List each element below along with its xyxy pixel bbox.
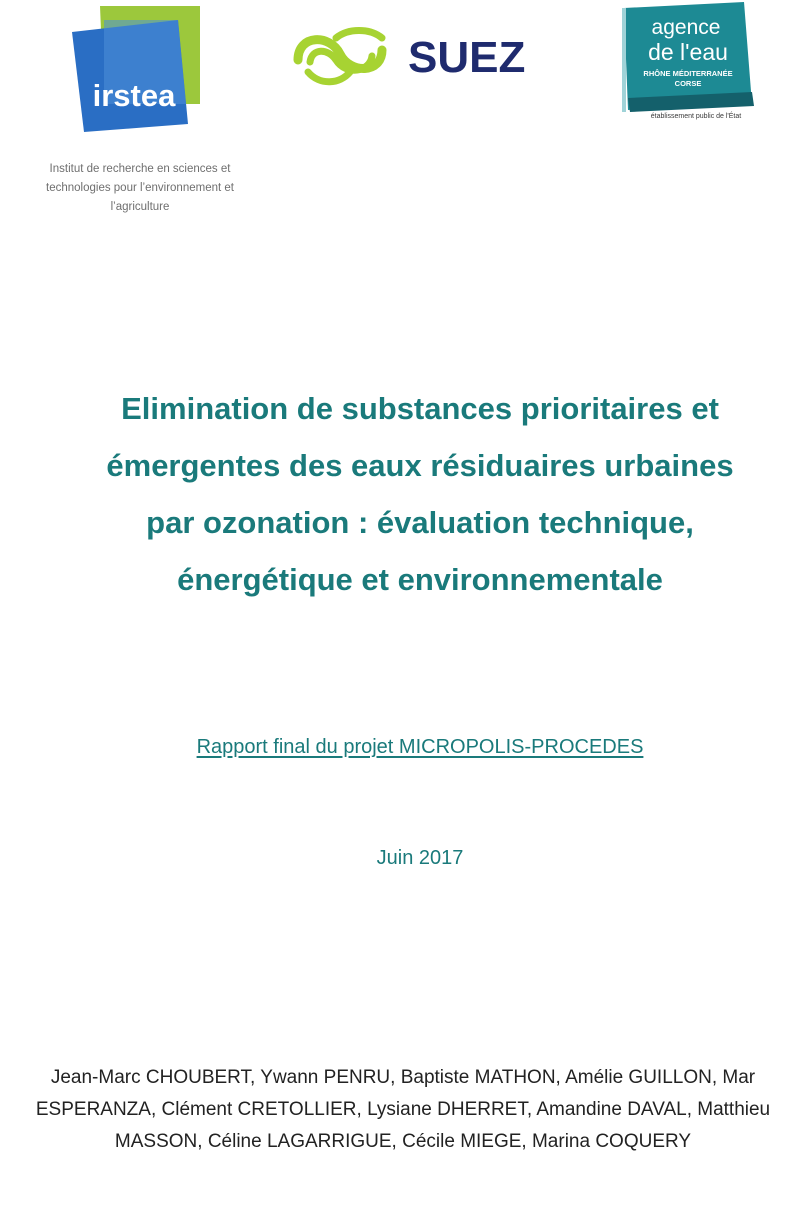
agence-line1: agence — [651, 16, 721, 39]
irstea-logo — [68, 6, 204, 136]
document-title: Elimination de substances prioritaires et émergentes des eaux résiduaires urbaines par ozonation : évaluation technique, énergétique et environnementale — [106, 391, 734, 597]
document-date: Juin 2017 — [376, 847, 464, 869]
irstea-caption: Institut de recherche en sciences et technologies pour l’environnement et l’agriculture — [46, 163, 234, 213]
document-subtitle — [0, 736, 800, 759]
document-authors: Jean-Marc CHOUBERT, Ywann PENRU, Baptiste MATHON, Amélie GUILLON, Mar ESPERANZA, Clément CRETOLLIER, Lysiane DHERRET, Amandine DAVAL, Matthieu MASSON, Céline LAGARRIGUE, Cécile MIEGE, Marina COQUERY — [35, 1067, 771, 1152]
agence-tagline: établissement public de l'État — [650, 113, 742, 120]
subtitle-link-text: Rapport final du projet MICROPOLIS-PROCEDES — [196, 736, 644, 758]
agence-line2: de l'eau — [648, 39, 728, 65]
suez-wordmark: SUEZ — [408, 33, 526, 82]
agence-line3: RHÔNE MÉDITERRANÉE — [643, 69, 733, 78]
irstea-wordmark: irstea — [92, 78, 176, 113]
agence-eau-logo — [618, 2, 758, 120]
suez-logo — [290, 20, 560, 92]
agence-line4: CORSE — [674, 79, 702, 88]
